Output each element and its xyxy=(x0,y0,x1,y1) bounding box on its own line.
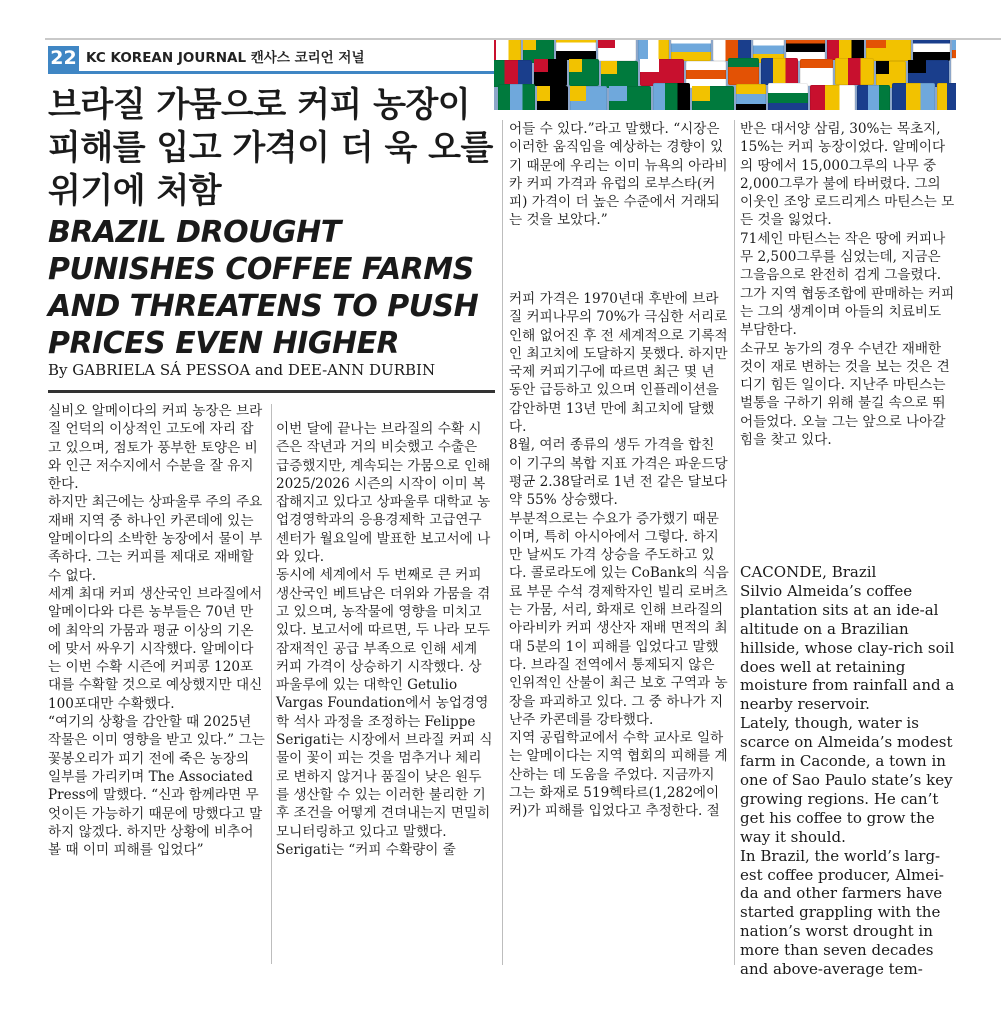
flag-icon xyxy=(601,61,638,88)
masthead-rule xyxy=(48,71,495,74)
flag-icon xyxy=(892,83,935,110)
flag-icon xyxy=(768,83,808,110)
flag-icon xyxy=(640,59,684,86)
paragraph: 부분적으로는 수요가 증가했기 때문이며, 특히 아시아에서 그렇다. 하지만 날씨도 가격 상승을 주도하고 있다. 콜로라도에 있는 CoBank의 식음료 부문 수석 경제학자인 빌리 로버츠는 가뭄, 서리, 화재로 인해 브라질의 아라비카 커피 생산자 재배 면적의 최대 5분의 1이 피해를 입었다고 말했다. 브라질 전역에서 통제되지 않은 인위적인 산불이 최근 보호 구역과 농장을 파괴하고 있다. 그 중 하나가 지난주 카콘데를 강타했다. xyxy=(509,510,729,728)
paragraph: 커피 가격은 1970년대 후반에 브라질 커피나무의 70%가 극심한 서리로 인해 없어진 후 전 세계적으로 기록적인 최고치에 도달하지 못했다. 하지만 국제 커피기구에 따르면 최근 몇 년 동안 급등하고 있으며 인플레이션을 감안하면 13년 만에 최고치에 달했다. xyxy=(509,291,728,436)
flag-icon xyxy=(736,84,766,110)
paragraph: 세계 최대 커피 생산국인 브라질에서 알메이다와 다른 농부들은 70년 만에 최악의 가뭄과 평균 이상의 기온에 맞서 싸우기 시작했다. 알메이다는 이번 수확 시즌에 커피콩 120포대를 수확할 것으로 예상했지만 대신 100포대만 수확했다. xyxy=(48,585,263,712)
flag-icon xyxy=(686,61,726,88)
article-column-4-english xyxy=(740,563,956,979)
flag-icon xyxy=(810,85,855,110)
headline-english: BRAZIL DROUGHT PUNISHES COFFEE FARMS AND THREATENS TO PUSH PRICES EVEN HIGHER xyxy=(48,215,479,361)
flag-icon xyxy=(494,40,521,62)
flag-icon xyxy=(598,40,636,61)
article-column-2 xyxy=(276,420,494,859)
paragraph: 이번 달에 끝나는 브라질의 수확 시즌은 작년과 거의 비슷했고 수출은 급증했지만, 계속되는 가뭄으로 인해 2025/2026 시즌의 시작이 이미 복잡해지고 있다고 상파울루 대학교 농업경영학과의 응용경제학 고급연구 센터가 월요일에 발표한 보고서에 나와 있다. xyxy=(276,421,491,566)
paragraph: 실비오 알메이다의 커피 농장은 브라질 언덕의 이상적인 고도에 자리 잡고 있으며, 점토가 풍부한 토양은 비와 인근 저수지에서 수분을 잘 유지한다. xyxy=(48,403,263,493)
byline: By GABRIELA SÁ PESSOA and DEE-ANN DURBIN xyxy=(48,361,436,379)
flag-icon xyxy=(800,59,833,86)
flag-icon xyxy=(534,59,567,86)
flag-icon xyxy=(609,86,651,110)
paragraph: 반은 대서양 삼림, 30%는 목초지, 15%는 커피 농장이었다. 알메이다의 땅에서 15,000그루의 나무 중 2,000그루가 불에 타버렸다. 그의 이웃인 조앙 로드리게스 마틴스는 모든 것을 잃었다. xyxy=(740,121,955,229)
paragraph: Serigati는 “커피 수확량이 줄 xyxy=(276,841,456,858)
flag-icon xyxy=(671,40,711,61)
flag-icon xyxy=(556,40,596,60)
flag-icon xyxy=(937,83,956,110)
flag-icon xyxy=(494,60,532,87)
masthead: KC KOREAN JOURNAL 캔사스 코리언 저널 xyxy=(86,50,365,66)
flag-icon xyxy=(570,86,607,110)
flag-icon xyxy=(728,58,759,85)
paragraph: 지역 공립학교에서 수학 교사로 일하는 알메이다는 지역 협회의 피해를 계산하는 데 도움을 주었다. 지금까지 그는 화재로 519헥타르(1,282에이커)가 피해를 입었다고 추정한다. 절 xyxy=(509,730,728,820)
paragraph: 하지만 최근에는 상파울루 주의 주요 재배 지역 중 하나인 카콘데에 있는 알메이다의 소박한 농장에서 물이 부족하다. 그는 커피를 제대로 재배할 수 없다. xyxy=(48,494,263,584)
flag-icon xyxy=(653,83,690,110)
flag-icon xyxy=(498,84,535,110)
flag-icon xyxy=(569,59,599,86)
flag-icon xyxy=(857,85,890,110)
article-column-4 xyxy=(740,120,956,449)
article-column-1 xyxy=(48,402,266,859)
paragraph: 71세인 마틴스는 작은 땅에 커피나무 2,500그루를 심었는데, 지금은 그을음으로 완전히 검게 그을렸다. 그가 지역 협동조합에 판매하는 커피는 그의 생계이며 아들의 치료비도 부담한다. xyxy=(740,230,955,339)
flag-icon xyxy=(827,40,864,60)
paragraph: 동시에 세계에서 두 번째로 큰 커피 생산국인 베트남은 더위와 가뭄을 겪고 있으며, 농작물에 영향을 미치고 있다. 보고서에 따르면, 두 나라 모두 잠재적인 공급 부족으로 인해 세계 커피 가격이 상승하기 시작했다. 상파울루에 있는 대학인 Getulio Vargas Foundation에서 농업경영학 석사 과정을 조정하는 Felippe Serigati는 시장에서 브라질 커피 식물이 꽃이 피는 것을 멈추거나 체리로 변하지 않거나 품질이 낮은 원두를 생산할 수 있는 이러한 불리한 기후 조건을 어떻게 견뎌내는지 면밀히 모니터링하고 있다고 말했다. xyxy=(276,567,493,840)
flag-icon xyxy=(835,58,874,85)
flag-icon xyxy=(692,86,734,110)
flag-icon xyxy=(638,40,669,61)
headline-korean: 브라질 가뭄으로 커피 농장이 피해를 입고 가격이 더 욱 오를 위기에 처함 xyxy=(48,85,493,211)
column-divider xyxy=(271,404,272,964)
paragraph: Silvio Almeida’s coffee plantation sits at an ide-al altitude on a Brazilian hillside, whose clay-rich soil does well at retaining moisture from rainfall and a nearby reservoir. xyxy=(740,581,955,714)
paragraph: Lately, though, water is scarce on Almeida’s modest farm in Caconde, a town in one of Sao Paulo state’s key growing regions. He can’t get his coffee to grow the way it should. xyxy=(740,714,953,846)
paragraph: 소규모 농가의 경우 수년간 재배한 것이 재로 변하는 것을 보는 것은 견디기 힘든 일이다. 지난주 마틴스는 벌통을 구하기 위해 불길 속으로 뛰어들었다. 오늘 그는 앞으로 나아갈 힘을 찾고 있다. xyxy=(740,340,950,449)
page-number: 22 xyxy=(48,46,79,71)
flag-icon xyxy=(761,58,798,85)
flag-icon xyxy=(951,58,956,85)
paragraph: “여기의 상황을 감안할 때 2025년 작물은 이미 영향을 받고 있다.” 그는 꽃봉오리가 피기 전에 죽은 농장의 일부를 가리키며 The Associated Press에 말했다. “신과 함께라면 무엇이든 가능하기 때문에 망했다고 말하지 않겠다. 하지만 상황에 비추어 볼 때 이미 피해를 입었다” xyxy=(48,714,265,859)
article-column-3-top xyxy=(509,120,729,230)
article-column-3 xyxy=(509,290,729,821)
column-divider xyxy=(734,120,735,965)
byline-rule xyxy=(48,390,495,393)
flag-icon xyxy=(913,40,950,61)
dateline: CACONDE, Brazil xyxy=(740,563,877,581)
world-flags-banner xyxy=(494,40,956,110)
paragraph: 어들 수 있다.”라고 말했다. “시장은 이러한 움직임을 예상하는 경향이 있기 때문에 우리는 이미 뉴욕의 아라비카 커피 가격과 유럽의 로부스타(커피) 가격이 더 높은 수준에서 거래되는 것을 보았다.” xyxy=(509,121,728,229)
paragraph: In Brazil, the world’s larg-est coffee producer, Almei-da and other farmers have started grappling with the nation’s worst drought in more than seven decades and above-average tem- xyxy=(740,846,944,979)
paragraph: 8월, 여러 종류의 생두 가격을 합친 이 기구의 복합 지표 가격은 파운드당 평균 2.38달러로 1년 전 같은 달보다 약 55% 상승했다. xyxy=(509,437,728,509)
column-divider xyxy=(502,120,503,965)
flag-icon xyxy=(537,86,568,110)
